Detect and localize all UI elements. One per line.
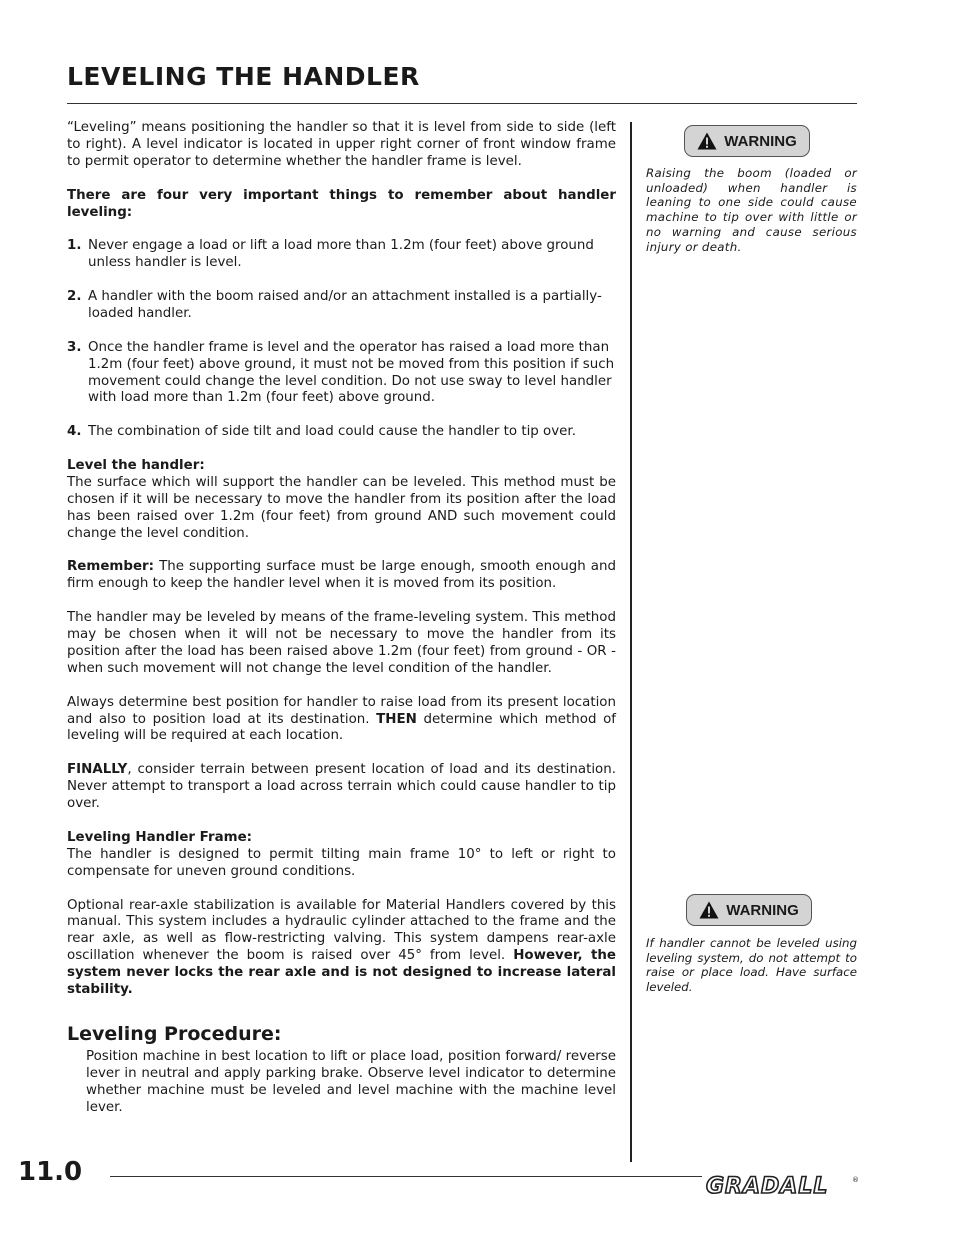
warning-label: WARNING (724, 132, 797, 150)
item-number: 2. (67, 289, 82, 305)
warning-label: WARNING (726, 901, 799, 919)
remember-label: Remember: (67, 559, 155, 575)
item-text: Once the handler frame is level and the operator has raised a load more than 1.2m (four feet) above ground, it must not be moved from this position if such movement could change the level condition. Do not use sway to level handler with load more than 1.2m (four feet) above ground. (88, 339, 615, 406)
main-column (67, 120, 616, 1133)
finally-label: FINALLY (67, 762, 128, 778)
procedure-text: Position machine in best location to lift or place load, position forward/ reverse lever in neutral and apply parking brake. Observe level indicator to determine whether machine must be leveled and level machine with the machine level lever. (86, 1048, 616, 1115)
then-label: THEN (376, 711, 417, 727)
page-title: LEVELING THE HANDLER (67, 62, 420, 91)
frame-leveling-paragraph: The handler may be leveled by means of the frame-leveling system. This method may be chosen when it will not be necessary to move the handler from its position after the load has been raised above 1.2m (four feet) from ground - OR - when such movement will not change the level condition of the handler. (67, 610, 616, 676)
finally-text: , consider terrain between present location of load and its destination. Never attempt to transport a load across terrain which could cause handler to tip over. (67, 762, 616, 812)
warning-badge (684, 125, 810, 157)
important-heading: There are four very important things to remember about handler leveling: (67, 187, 616, 220)
item-number: 3. (67, 339, 82, 355)
remember-paragraph (67, 559, 616, 593)
level-text: The surface which will support the handler can be leveled. This method must be chosen if it will be necessary to move the handler from its position after the load has been raised over 1.2m (four feet) from ground AND such movement could change the level condition. (67, 474, 616, 541)
always-text: Always determine best position for handler to raise load from its present location and also to position load at its destination. (67, 694, 616, 727)
warning-text: If handler cannot be leveled using leveling system, do not attempt to raise or place load. Have surface leveled. (646, 936, 857, 995)
gradall-logo (704, 1170, 860, 1198)
intro-paragraph: “Leveling” means positioning the handler so that it is level from side to side (left to right). A level indicator is located in upper right corner of front window frame to permit operator to determine whether the handler frame is level. (67, 120, 616, 169)
warning-triangle-icon (697, 132, 717, 150)
item-text: A handler with the boom raised and/or an attachment installed is a partially-loaded handler. (88, 289, 602, 321)
finally-paragraph (67, 762, 616, 813)
frame-heading: Leveling Handler Frame: (67, 829, 253, 845)
warning-badge (686, 894, 812, 926)
procedure-heading: Leveling Procedure: (67, 1022, 282, 1045)
frame-text: The handler is designed to permit tilting main frame 10° to left or right to compensate for uneven ground conditions. (67, 846, 616, 879)
list-item (67, 424, 616, 441)
item-number: 4. (67, 424, 82, 440)
optional-bold: However, the system never locks the rear axle and is not designed to increase lateral stability. (67, 948, 616, 998)
item-text: The combination of side tilt and load could cause the handler to tip over. (88, 424, 576, 440)
always-text-end: determine which method of leveling will be required at each location. (67, 711, 616, 744)
optional-paragraph (67, 898, 616, 999)
svg-text:GRADALL: GRADALL (706, 1174, 829, 1198)
column-divider (630, 122, 632, 1162)
optional-text: Optional rear-axle stabilization is available for Material Handlers covered by this manual. This system includes a hydraulic cylinder attached to the frame and the rear axle, as well as flow-restricting valving. This system dampens rear-axle oscillation whenever the boom is raised over 45° from level. (67, 897, 616, 964)
list-item (67, 289, 616, 323)
title-divider (67, 103, 857, 104)
always-paragraph (67, 695, 616, 746)
warning-text: Raising the boom (loaded or unloaded) when handler is leaning to one side could cause machine to tip over with little or no warning and cause serious injury or death. (646, 166, 857, 254)
footer-divider (110, 1176, 702, 1177)
item-text: Never engage a load or lift a load more than 1.2m (four feet) above ground unless handler is level. (88, 238, 594, 271)
list-item (67, 340, 616, 408)
remember-text: The supporting surface must be large enough, smooth enough and firm enough to keep the handler level when it is moved from its position. (67, 559, 616, 592)
page-number: 11.0 (18, 1157, 83, 1187)
warning-triangle-icon (699, 901, 719, 919)
list-item (67, 238, 616, 272)
level-heading: Level the handler: (67, 458, 205, 474)
item-number: 1. (67, 238, 82, 254)
svg-text:®: ® (852, 1176, 859, 1184)
level-section (67, 458, 616, 543)
frame-section (67, 830, 616, 881)
